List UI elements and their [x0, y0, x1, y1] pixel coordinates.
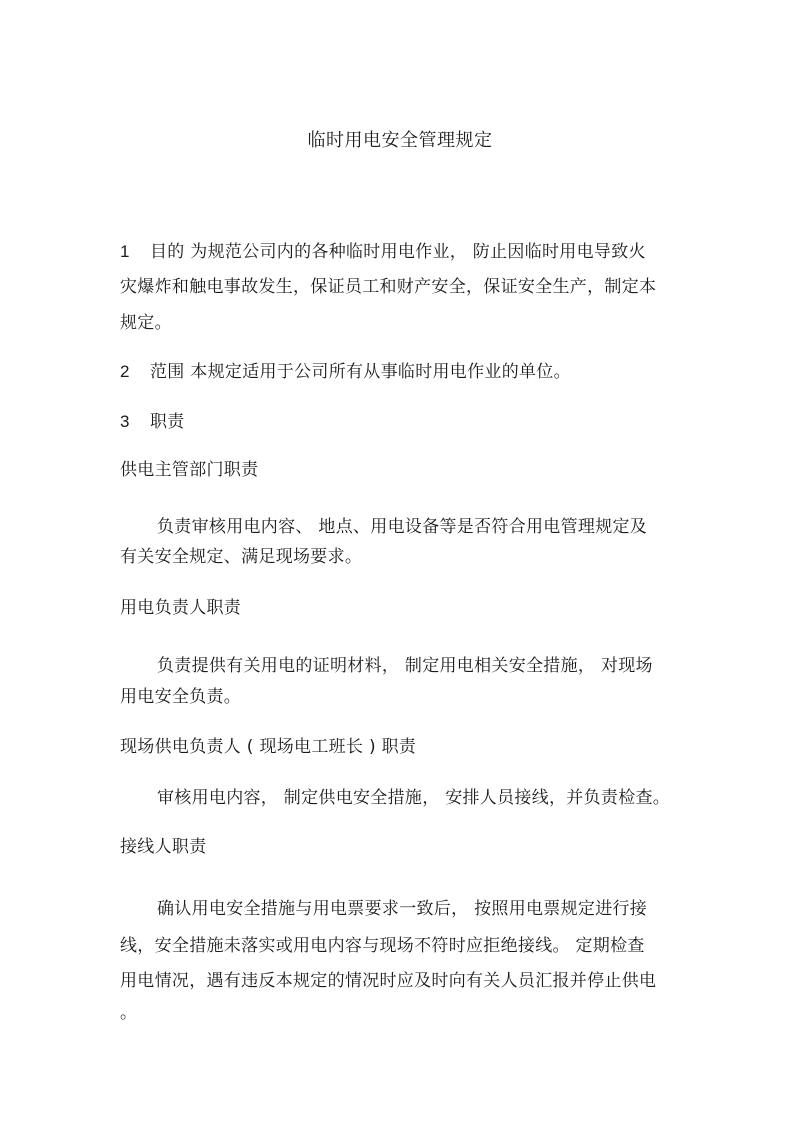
section-1-text-1: 目的 为规范公司内的各种临时用电作业， 防止因临时用电导致火: [150, 242, 646, 262]
role-4-line-1: 确认用电安全措施与用电票要求一致后， 按照用电票规定进行接: [157, 899, 648, 919]
section-1-line-1: [120, 240, 646, 264]
role-4-heading: 接线人职责: [120, 837, 207, 857]
section-1-line-2: 灾爆炸和触电事故发生，保证员工和财产安全，保证安全生产，制定本: [120, 277, 657, 297]
role-1-heading: 供电主管部门职责: [120, 460, 259, 480]
section-3-line: [120, 410, 185, 434]
role-2-line-2: 用电安全负责。: [120, 687, 242, 707]
role-4-line-2: 线，安全措施未落实或用电内容与现场不符时应拒绝接线。 定期检查: [120, 936, 645, 956]
section-number: 3: [120, 412, 130, 431]
role-1-line-2: 有关安全规定、满足现场要求。: [120, 547, 363, 567]
section-number: 1: [120, 242, 130, 261]
section-1-line-3: 规定。: [120, 313, 172, 333]
role-3-heading: 现场供电负责人 ( 现场电工班长 ) 职责: [120, 737, 417, 757]
section-3-text: 职责: [150, 412, 185, 432]
role-3-line-1: 审核用电内容， 制定供电安全措施， 安排人员接线，并负责检查。: [157, 788, 671, 808]
role-4-line-3: 用电情况，遇有违反本规定的情况时应及时向有关人员汇报并停止供电: [120, 971, 657, 991]
role-2-line-1: 负责提供有关用电的证明材料， 制定用电相关安全措施， 对现场: [157, 656, 653, 676]
section-2-text: 范围 本规定适用于公司所有从事临时用电作业的单位。: [150, 362, 571, 382]
page-title: 临时用电安全管理规定: [307, 130, 493, 151]
role-4-line-4: 。: [120, 1003, 138, 1023]
section-2-line: [120, 360, 571, 384]
role-1-line-1: 负责审核用电内容、 地点、用电设备等是否符合用电管理规定及: [157, 517, 648, 537]
role-2-heading: 用电负责人职责: [120, 598, 242, 618]
section-number: 2: [120, 362, 130, 381]
